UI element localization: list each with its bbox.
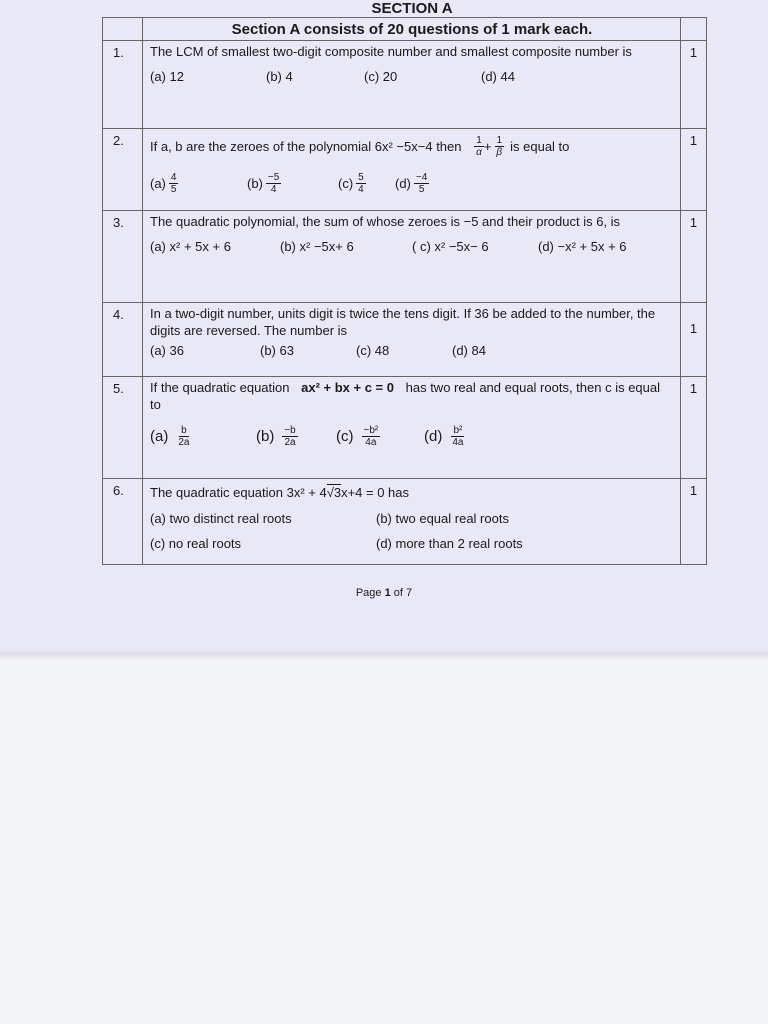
page-number: 1 (384, 587, 391, 599)
options (150, 172, 674, 195)
option-b: (b) two equal real roots (376, 511, 509, 526)
question-row (103, 377, 707, 479)
question-number: 4. (103, 303, 143, 377)
question-mark: 1 (681, 303, 707, 377)
question-row (103, 41, 707, 129)
question-mark: 1 (681, 377, 707, 479)
option-d: (d) 44 (481, 69, 515, 84)
option-d: (d) $\frac{-4}{5}$ (395, 172, 428, 195)
question-stem: In a two-digit number, units digit is twice the tens digit. If 36 be added to the number, the digits are reversed. The number is (150, 306, 656, 338)
option-a: (a) two distinct real roots (150, 511, 292, 526)
option-c: (c) no real roots (150, 536, 242, 551)
option-a: (a) $\frac{b}{2a}$ (150, 425, 190, 448)
option-b: (b) x² −5x+ 6 (280, 239, 354, 254)
option-c: (c) 48 (356, 343, 390, 358)
question-number: 6. (103, 479, 143, 565)
question-row (103, 303, 707, 377)
option-b: (b) 63 (260, 343, 294, 358)
options (150, 511, 674, 526)
option-c: (c) $\frac{5}{4}$ (338, 172, 364, 195)
option-d: (d) more than 2 real roots (376, 536, 523, 551)
page-footer: Page 1 of 7 (355, 587, 413, 599)
options (150, 536, 674, 551)
option-a: (a) 36 (150, 343, 184, 358)
option-d: (d) 84 (452, 343, 486, 358)
option-c: ( c) x² −5x− 6 (412, 239, 489, 254)
option-a: (a) x² + 5x + 6 (150, 239, 231, 254)
option-a: (a) 12 (150, 69, 184, 84)
option-b: (b) $\frac{-b}{2a}$ (256, 425, 296, 448)
options (150, 425, 674, 448)
options (150, 239, 674, 254)
option-b: (b) $\frac{-5}{4}$ (247, 172, 280, 195)
page-total: 7 (406, 587, 413, 599)
options (150, 69, 674, 84)
question-stem: The LCM of smallest two-digit composite number and smallest composite number is (150, 44, 632, 59)
question-mark: 1 (681, 211, 707, 303)
question-number: 2. (103, 129, 143, 211)
question-row (103, 129, 707, 211)
question-mark: 1 (681, 129, 707, 211)
option-d: (d) −x² + 5x + 6 (538, 239, 627, 254)
reciprocal-sum-expression: $\frac{1}{\alpha}$ + $\frac{1}{\beta}$ (476, 135, 503, 158)
question-stem: The quadratic equation 3x² + 4√3x+4 = 0 has (150, 485, 410, 500)
option-b: (b) 4 (266, 69, 293, 84)
question-number: 1. (103, 41, 143, 129)
option-c: (c) 20 (364, 69, 398, 84)
background-surface (0, 660, 768, 1024)
question-table (102, 17, 707, 565)
option-c: (c) $\frac{\text{−b²}}{4a}$ (336, 425, 379, 448)
option-a: (a) $\frac{4}{5}$ (150, 172, 177, 195)
section-title: SECTION A (371, 0, 453, 17)
question-row (103, 211, 707, 303)
question-number: 5. (103, 377, 143, 479)
sheet-edge (0, 652, 768, 660)
header-row (103, 18, 707, 41)
options (150, 343, 674, 358)
question-row (103, 479, 707, 565)
question-stem: The quadratic polynomial, the sum of whose zeroes is −5 and their product is 6, is (150, 214, 621, 229)
question-stem: If a, b are the zeroes of the polynomial 6x² −5x−4 then $\frac{1}{\alpha}$ + $\frac{1}{\beta}$ is equal to (150, 135, 570, 158)
question-mark: 1 (681, 41, 707, 129)
option-d: (d) $\frac{\text{b²}}{4a}$ (424, 425, 464, 448)
section-subtitle: Section A consists of 20 questions of 1 mark each. (143, 18, 681, 41)
question-stem: If the quadratic equation ax² + bx + c = 0 has two real and equal roots, then c is equal to (150, 380, 661, 412)
question-number: 3. (103, 211, 143, 303)
question-mark: 1 (681, 479, 707, 565)
